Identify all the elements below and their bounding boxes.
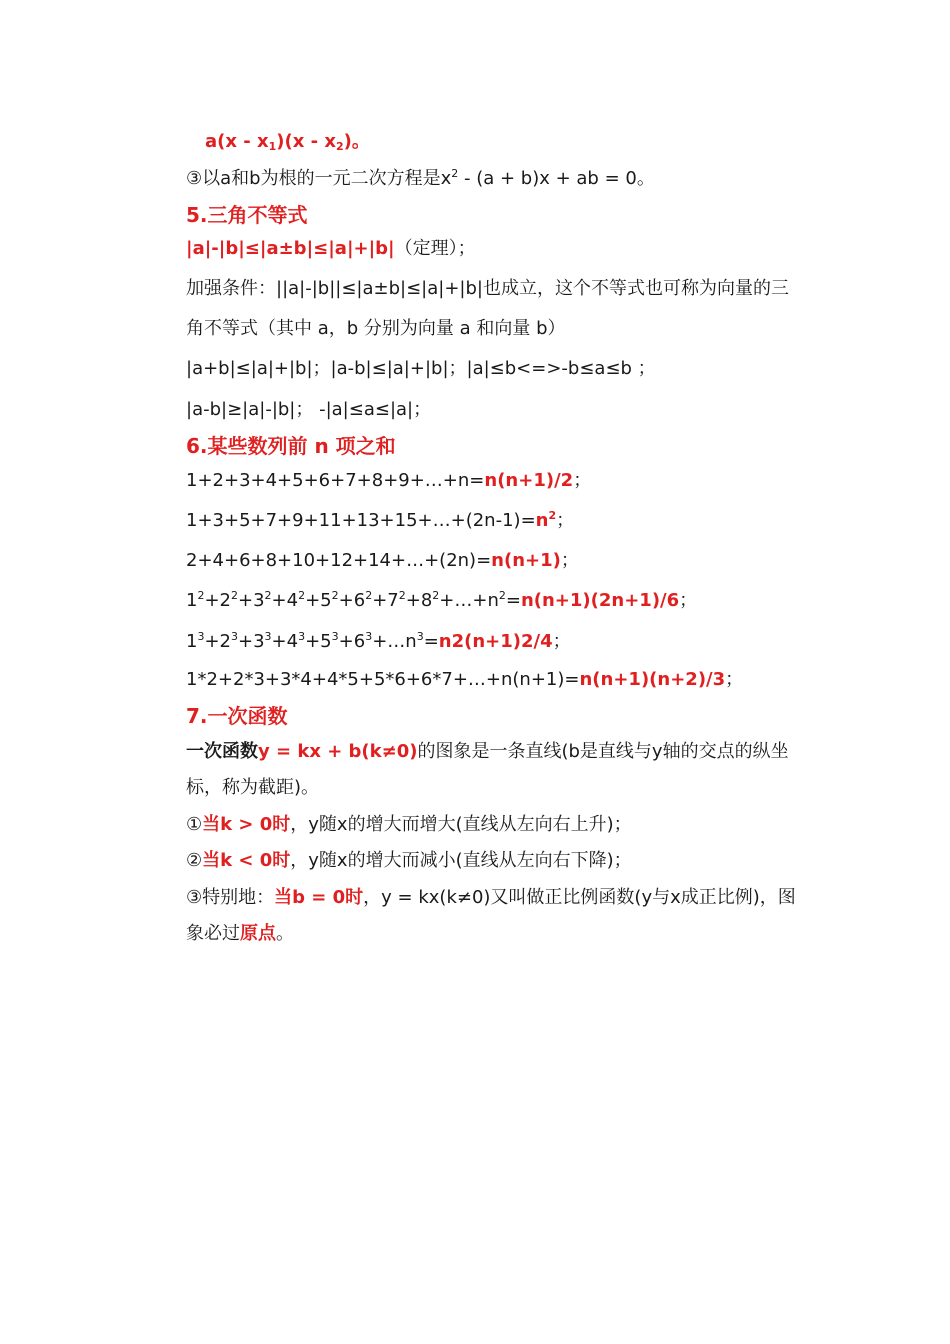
inequality-line-2: |a-b|≥|a|-|b|； -|a|≤a≤|a|； (186, 399, 432, 420)
linear-function-definition: 一次函数y = kx + b(k≠0)的图象是一条直线(b是直线与y轴的交点的纵坐 (186, 741, 789, 762)
case-k-positive: ①当k > 0时，y随x的增大而增大(直线从左向右上升)； (186, 814, 632, 835)
factored-form-line: $a(x - x_1)(x - x_2)$。 (205, 131, 370, 153)
inequality-line-1: |a+b|≤|a|+|b|；|a-b|≤|a|+|b|；|a|≤b<=>-b≤a≤b ； (186, 358, 656, 379)
section-7-heading: 7.一次函数 (186, 704, 288, 728)
section-6-heading: 6.某些数列前 n 项之和 (186, 434, 396, 458)
sum-of-cubes: $1^3+2^3+3^3+4^3+5^3+6^3+\dots n^3=n2(n+1)2/4$； (186, 630, 571, 652)
roots-equation-line: ③以a和b为根的一元二次方程是$x^2 - (a + b)x$ + ab = 0。 (186, 167, 655, 189)
section-5-heading: 5.三角不等式 (186, 203, 308, 227)
sum-natural-numbers: 1+2+3+4+5+6+7+8+9+…+n=n(n+1)/2； (186, 470, 592, 491)
sum-odd-numbers: $1+3+5+7+9+11+13+15+\dots+(2n-1)=n^2$； (186, 509, 575, 531)
linear-function-definition-cont: 标，称为截距)。 (186, 777, 320, 798)
case-b-zero-cont: 象必过原点。 (186, 923, 294, 944)
case-k-negative: ②当k < 0时，y随x的增大而减小(直线从左向右下降)； (186, 850, 632, 871)
triangle-inequality-theorem: |a|-|b|≤|a±b|≤|a|+|b|（定理）； (186, 238, 476, 259)
strengthened-condition-line-2: 角不等式（其中 a，b 分别为向量 a 和向量 b） (186, 318, 566, 339)
sum-even-numbers: 2+4+6+8+10+12+14+…+(2n)=n(n+1)； (186, 550, 579, 571)
sum-of-squares: $1^2+2^2+3^2+4^2+5^2+6^2+7^2+8^2+\dots+n^2=n(n+1)(2n+1)/6$； (186, 589, 698, 611)
case-b-zero: ③特别地：当b = 0时，y = kx(k≠0)又叫做正比例函数(y与x成正比例)，图 (186, 887, 796, 908)
strengthened-condition-line-1: 加强条件：||a|-|b||≤|a±b|≤|a|+|b|也成立，这个不等式也可称为向量的三 (186, 278, 789, 299)
sum-consecutive-products: 1*2+2*3+3*4+4*5+5*6+6*7+…+n(n+1)=n(n+1)(n+2)/3； (186, 669, 744, 690)
